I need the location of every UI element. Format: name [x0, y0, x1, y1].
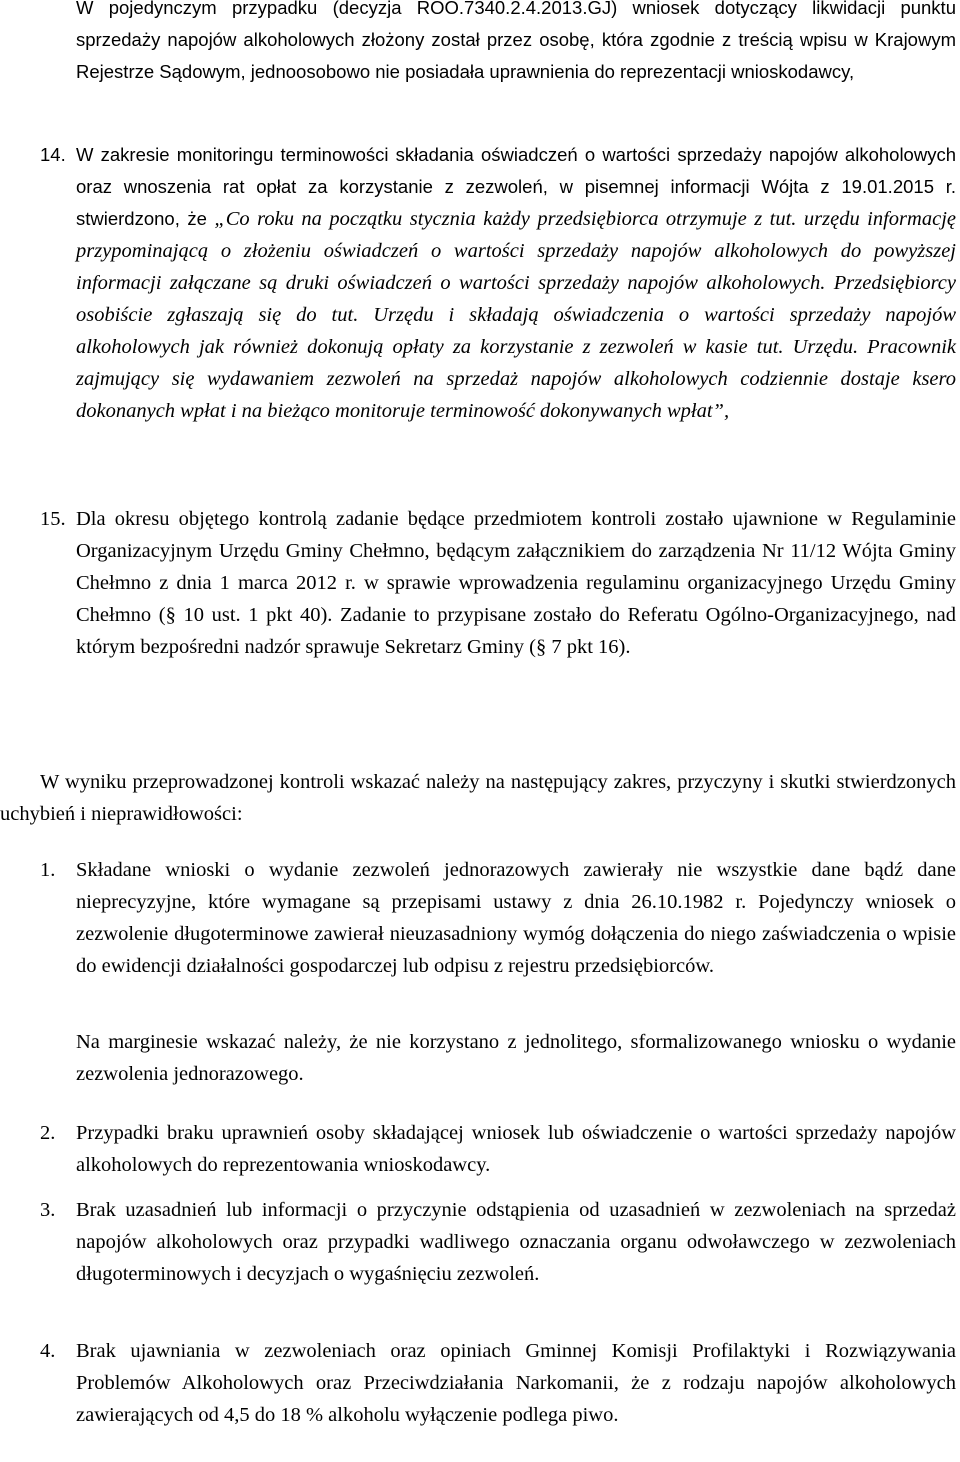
item-14-paragraph: [76, 139, 956, 427]
finding-4-number: 4.: [40, 1340, 56, 1362]
item-14-lead: W zakresie monitoringu terminowości składania oświadczeń o wartości sprzedaży napojów alkoholowych oraz wnoszenia rat opłat za korzystanie z zezwoleń, w pisemnej informacji Wójta z 19.01.2015 r. stwierdzono, że: [76, 144, 956, 229]
finding-1-text: Składane wnioski o wydanie zezwoleń jednorazowych zawierały nie wszystkie dane bądź dane nieprecyzyjne, które wymagane są przepisami ustawy z dnia 26.10.1982 r. Pojedynczy wniosek o zezwolenie długoterminowe zawierał nieuzasadniony wymóg dołączenia do niego zaświadczenia o wpisie do ewidencji działalności gospodarczej lub odpisu z rejestru przedsiębiorców.: [76, 859, 956, 977]
finding-4-text: Brak ujawniania w zezwoleniach oraz opiniach Gminnej Komisji Profilaktyki i Rozwiązywania Problemów Alkoholowych oraz Przeciwdziałania Narkomanii, że z rodzaju napojów alkoholowych zawierających od 4,5 do 18 % alkoholu wyłączenie podlega piwo.: [76, 1340, 956, 1426]
finding-2-text: Przypadki braku uprawnień osoby składającej wniosek lub oświadczenie o wartości sprzedaży napojów alkoholowych do reprezentowania wnioskodawcy.: [76, 1122, 956, 1176]
item-14-number: 14.: [40, 144, 66, 165]
finding-2-number: 2.: [40, 1122, 56, 1144]
item-15-number: 15.: [40, 508, 66, 530]
item-14-quote: „Co roku na początku stycznia każdy przedsiębiorca otrzymuje z tut. urzędu informację przypominającą o złożeniu oświadczeń o wartości sprzedaży napojów alkoholowych do powyższej informacji załączane są druki oświadczeń o wartości sprzedaży napojów alkoholowych. Przedsiębiorcy osobiście zgłaszają się do tut. Urzędu i składają oświadczenia o wartości sprzedaży napojów alkoholowych jak również dokonują opłaty za korzystanie z zezwoleń w kasie tut. Urzędu. Pracownik zajmujący się wydawaniem zezwoleń na sprzedaż napojów alkoholowych codziennie dostaje ksero dokonanych wpłat i na bieżąco monitoruje terminowość dokonywanych wpłat”,: [76, 208, 956, 422]
finding-3-number: 3.: [40, 1199, 56, 1221]
intro-paragraph: W pojedynczym przypadku (decyzja ROO.7340.2.4.2013.GJ) wniosek dotyczący likwidacji punktu sprzedaży napojów alkoholowych złożony został przez osobę, która zgodnie z treścią wpisu w Krajowym Rejestrze Sądowym, jednoosobowo nie posiadała uprawnienia do reprezentacji wnioskodawcy,: [76, 0, 956, 82]
summary-paragraph: W wyniku przeprowadzonej kontroli wskazać należy na następujący zakres, przyczyny i skutki stwierdzonych uchybień i nieprawidłowości:: [0, 771, 956, 825]
finding-1-number: 1.: [40, 859, 56, 881]
finding-3-text: Brak uzasadnień lub informacji o przyczynie odstąpienia od uzasadnień w zezwoleniach na sprzedaż napojów alkoholowych oraz przypadki wadliwego oznaczania organu odwoławczego w zezwoleniach długoterminowych i decyzjach o wygaśnięciu zezwoleń.: [76, 1199, 956, 1285]
finding-1-note: Na marginesie wskazać należy, że nie korzystano z jednolitego, sformalizowanego wniosku o wydanie zezwolenia jednorazowego.: [76, 1031, 956, 1085]
item-15-paragraph: Dla okresu objętego kontrolą zadanie będące przedmiotem kontroli zostało ujawnione w Regulaminie Organizacyjnym Urzędu Gminy Chełmno, będącym załącznikiem do zarządzenia Nr 11/12 Wójta Gminy Chełmno z dnia 1 marca 2012 r. w sprawie wprowadzenia regulaminu organizacyjnego Urzędu Gminy Chełmno (§ 10 ust. 1 pkt 40). Zadanie to przypisane zostało do Referatu Ogólno-Organizacyjnego, nad którym bezpośredni nadzór sprawuje Sekretarz Gminy (§ 7 pkt 16).: [76, 508, 956, 658]
